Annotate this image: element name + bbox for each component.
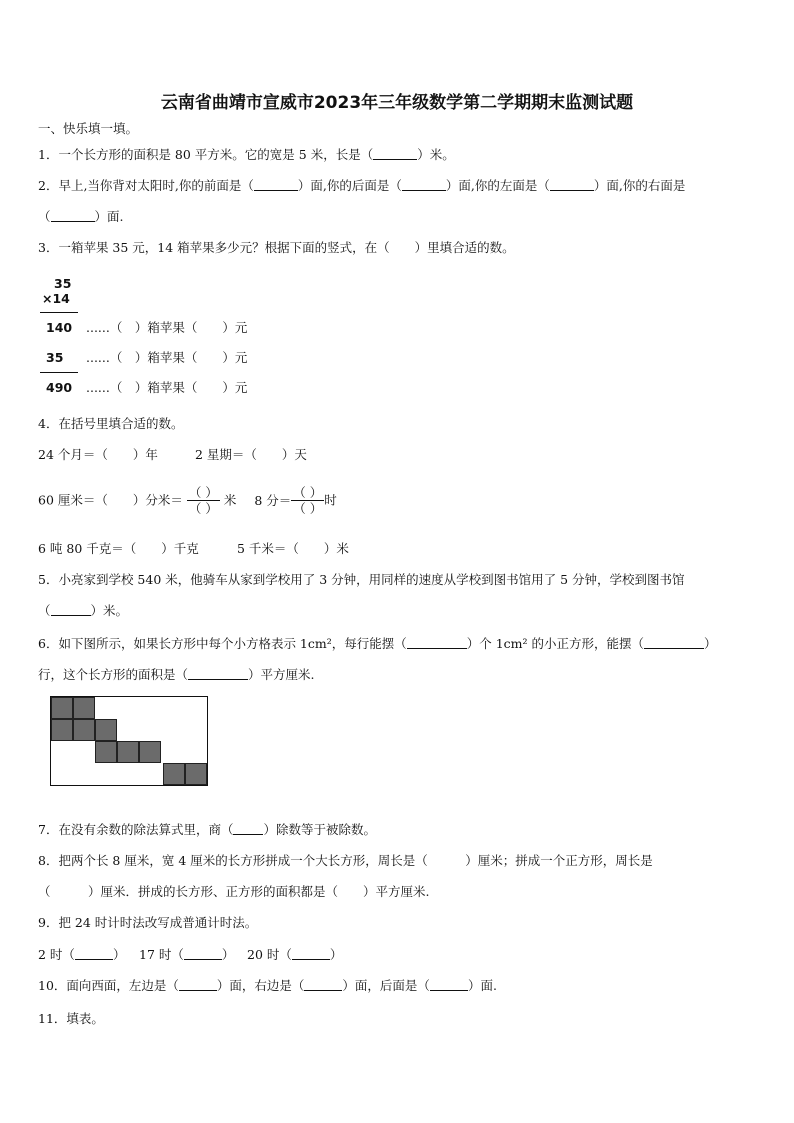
fraction-denominator: （ ） — [293, 501, 323, 516]
q5-end: ）米。 — [90, 603, 129, 618]
question-9: 9．把 24 时计时法改写成普通计时法。 — [38, 915, 258, 930]
calc-line-1 — [40, 312, 78, 313]
grid-square — [117, 741, 139, 763]
question-6-cont — [38, 667, 315, 683]
q2-blank-back[interactable] — [402, 178, 446, 191]
question-6 — [38, 636, 717, 652]
page-title: 云南省曲靖市宣威市2023年三年级数学第二学期期末监测试题 — [160, 93, 634, 113]
q2-text-e: （ — [38, 209, 51, 224]
grid-square — [73, 697, 95, 719]
q1-end: ）米。 — [417, 147, 455, 162]
q6-text-c: ） — [704, 636, 717, 651]
fraction-hours[interactable] — [291, 485, 324, 516]
grid-square — [51, 719, 73, 741]
q7-answer-blank[interactable] — [233, 822, 263, 835]
q4-km-m: 5 千米＝（ ）米 — [237, 541, 349, 556]
q4-months-to-years: 24 个月＝（ ）年 — [38, 447, 158, 462]
rectangle-grid-figure — [50, 696, 208, 786]
final-product-label: ......（ ）箱苹果（ ）元 — [86, 380, 248, 395]
q10-text-c: ）面，后面是（ — [342, 978, 430, 993]
question-7 — [38, 822, 376, 838]
q9-close: ） — [221, 947, 235, 962]
grid-square — [95, 741, 117, 763]
q9-label-17: 17 时（ — [139, 947, 184, 962]
q4-cm-text: 60 厘米＝（ ）分米＝ — [38, 492, 183, 508]
q7-text-b: ）除数等于被除数。 — [263, 822, 376, 837]
q10-blank-right[interactable] — [304, 978, 342, 991]
grid-square — [163, 763, 185, 785]
question-11: 11．填表。 — [38, 1011, 104, 1026]
q10-text-a: 10．面向西面，左边是（ — [38, 978, 179, 993]
q6-text-b: ）个 1cm² 的小正方形，能摆（ — [466, 636, 645, 651]
q6-text-d: 行，这个长方形的面积是（ — [38, 667, 189, 682]
question-8: 8．把两个长 8 厘米，宽 4 厘米的长方形拼成一个大长方形，周长是（ ）厘米；拼成一个正方形，周长是 — [38, 853, 653, 868]
q9-label-2: 2 时（ — [38, 947, 75, 962]
q4-minutes-text: 8 分＝ — [254, 492, 292, 508]
q1-text: 1．一个长方形的面积是 80 平方米。它的宽是 5 米，长是（ — [38, 147, 374, 162]
q10-text-d: ）面. — [467, 978, 497, 993]
fraction-meters[interactable] — [187, 485, 220, 516]
grid-square — [185, 763, 207, 785]
q6-text-e: ）平方厘米. — [248, 667, 315, 682]
q9-item-20 — [247, 947, 342, 963]
q9-label-20: 20 时（ — [247, 947, 292, 962]
grid-square — [95, 719, 117, 741]
question-10 — [38, 978, 497, 994]
question-4: 4．在括号里填合适的数。 — [38, 416, 184, 431]
q2-text-c: ）面,你的左面是（ — [445, 178, 550, 193]
q4-unit-meter: 米 — [223, 492, 237, 508]
fraction-numerator: （ ） — [293, 485, 323, 500]
q5-answer-blank[interactable] — [51, 603, 91, 616]
q4-ton-kg: 6 吨 80 千克＝（ ）千克 — [38, 541, 199, 556]
q9-item-17 — [139, 947, 234, 963]
q2-text-a: 2．早上,当你背对太阳时,你的前面是（ — [38, 178, 254, 193]
partial-product-2-label: ......（ ）箱苹果（ ）元 — [86, 350, 248, 365]
q9-blank-2[interactable] — [75, 947, 113, 960]
q1-answer-blank[interactable] — [373, 147, 417, 160]
question-1 — [38, 147, 455, 163]
q7-text-a: 7．在没有余数的除法算式里，商（ — [38, 822, 234, 837]
grid-square — [51, 697, 73, 719]
q4-unit-hour: 时 — [324, 492, 337, 508]
fraction-denominator: （ ） — [188, 501, 218, 516]
q9-blank-17[interactable] — [184, 947, 222, 960]
q9-close: ） — [112, 947, 126, 962]
q10-blank-back[interactable] — [430, 978, 468, 991]
q2-text-f: ）面. — [94, 209, 124, 224]
q6-blank-rows[interactable] — [644, 636, 704, 649]
vertical-calc-multiplier: ×14 — [42, 291, 70, 306]
fraction-numerator: （ ） — [188, 485, 218, 500]
partial-product-1-label: ......（ ）箱苹果（ ）元 — [86, 320, 248, 335]
q4-weeks-to-days: 2 星期＝（ ）天 — [195, 447, 307, 462]
partial-product-2: 35 — [46, 350, 64, 365]
q9-item-2 — [38, 947, 125, 963]
q9-blank-20[interactable] — [292, 947, 330, 960]
question-2-cont — [38, 209, 124, 225]
q5-open: （ — [38, 603, 51, 618]
q2-blank-front[interactable] — [254, 178, 298, 191]
q2-blank-right[interactable] — [51, 209, 95, 222]
question-2 — [38, 178, 685, 194]
final-product: 490 — [46, 380, 73, 395]
calc-line-2 — [40, 372, 78, 373]
q2-text-b: ）面,你的后面是（ — [297, 178, 402, 193]
grid-square — [139, 741, 161, 763]
vertical-calc-multiplicand: 35 — [54, 276, 72, 291]
question-5-cont — [38, 603, 128, 619]
q6-text-a: 6．如下图所示，如果长方形中每个小方格表示 1cm²，每行能摆（ — [38, 636, 407, 651]
q9-close: ） — [329, 947, 343, 962]
q2-text-d: ）面,你的右面是 — [593, 178, 686, 193]
question-5: 5．小亮家到学校 540 米，他骑车从家到学校用了 3 分钟，用同样的速度从学校到图书馆用了 5 分钟，学校到图书馆 — [38, 572, 685, 587]
q2-blank-left[interactable] — [550, 178, 594, 191]
grid-square — [73, 719, 95, 741]
question-8-cont: （ ）厘米．拼成的长方形、正方形的面积都是（ ）平方厘米. — [38, 884, 430, 899]
section-heading: 一、快乐填一填。 — [38, 121, 139, 136]
q10-blank-left[interactable] — [179, 978, 217, 991]
q6-blank-area[interactable] — [188, 667, 248, 680]
q4-cm-conversion — [38, 482, 337, 519]
q6-blank-per-row[interactable] — [407, 636, 467, 649]
partial-product-1: 140 — [46, 320, 73, 335]
q10-text-b: ）面，右边是（ — [216, 978, 305, 993]
question-3: 3．一箱苹果 35 元，14 箱苹果多少元？根据下面的竖式，在（ ）里填合适的数。 — [38, 240, 515, 255]
